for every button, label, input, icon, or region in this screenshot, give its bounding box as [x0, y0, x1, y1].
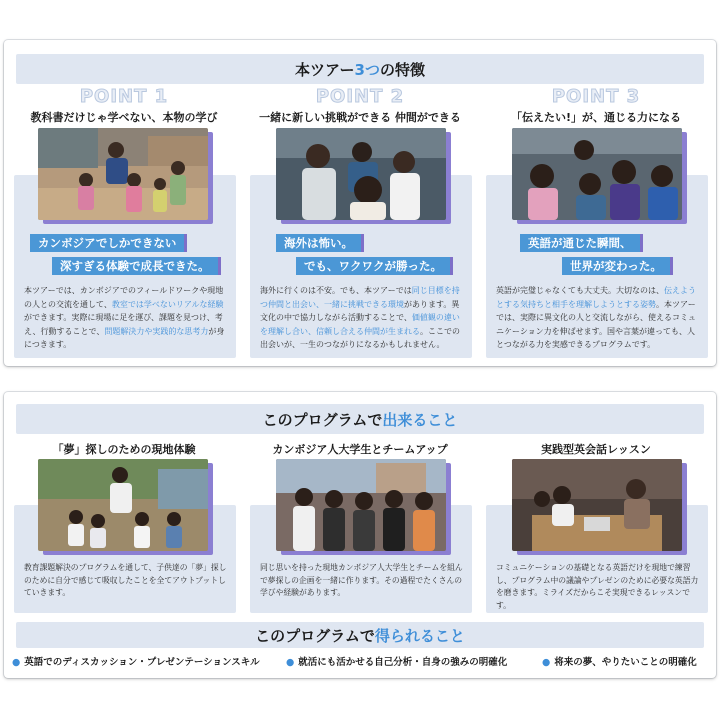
- point-1-label: POINT 1: [79, 86, 169, 107]
- point-1-description: [24, 284, 230, 352]
- point-3-title: 「伝えたい!」が、通じる力になる: [510, 111, 681, 124]
- features-heading-accent: 3つ: [354, 60, 380, 79]
- point-1-desc-part: が身につきます。: [24, 326, 225, 349]
- gain-heading: [16, 622, 704, 648]
- program-item-2-description: 同じ思いを持った現地カンボジア人大学生とチームを組んで夢探しの企画を一緒に作ります。その過程でたくさんの学びや経験があります。: [260, 563, 463, 597]
- point-2-chip-1: 海外は怖い。: [276, 234, 364, 252]
- point-1-desc-highlight: 問題解決力や実践的な思考力: [104, 326, 209, 336]
- benefit-item: [542, 654, 697, 668]
- features-heading: [16, 54, 704, 84]
- program-item-3-title: 実践型英会話レッスン: [541, 443, 651, 456]
- gain-heading-accent: 得られること: [374, 626, 465, 645]
- point-2-desc-part: があります。異文化の中で協力しながら活動することで、: [260, 299, 460, 322]
- point-3-label: POINT 3: [551, 86, 641, 107]
- gain-heading-text: このプログラムで: [255, 626, 375, 645]
- program-item-1-title: 「夢」探しのための現地体験: [52, 443, 196, 456]
- benefit-item: [286, 654, 507, 668]
- point-3-desc-part: 。本ツアーでは、実際に異文化の人と交流しながら、使えるコミュニケーション力を伸ばせます。国や言葉が違っても、人とつながる力を実感できるプログラムです。: [496, 299, 696, 349]
- point-2-photo: [276, 128, 446, 220]
- bullet-icon: ●: [286, 657, 295, 668]
- program-item-2-photo: [276, 459, 446, 551]
- program-item-2-title: カンボジア人大学生とチームアップ: [272, 443, 448, 456]
- benefit-text: 就活にも活かせる自己分析・自身の強みの明確化: [298, 657, 508, 668]
- point-3-photo: [512, 128, 682, 220]
- point-2-desc-highlight: 価値観の違いを理解し合い、信頼し合える仲間が生まれる: [260, 313, 460, 336]
- point-3-description: [496, 284, 702, 352]
- point-1-desc-part: 本ツアーでは、カンボジアでのフィールドワークや現地の人との交流を通して、: [24, 286, 224, 309]
- program-item-3-photo: [512, 459, 682, 551]
- point-3-desc-part: 英語が完璧じゃなくても大丈夫。大切なのは、: [496, 286, 664, 295]
- point-1-chip-2: 深すぎる体験で成長できた。: [52, 257, 221, 275]
- point-2-desc-part: 。ここでの出会いが、一生のつながりになるかもしれません。: [260, 326, 460, 349]
- point-2-description: [260, 284, 466, 352]
- bullet-icon: ●: [12, 657, 21, 668]
- program-item-1-photo: [38, 459, 208, 551]
- point-1-chip-1: カンボジアでしかできない: [30, 234, 187, 252]
- point-1-desc-highlight: 教室では学べないリアルな経験: [111, 299, 224, 309]
- point-1-photo: [38, 128, 208, 220]
- point-1-title: 教科書だけじゃ学べない、本物の学び: [30, 111, 218, 124]
- point-2-desc-highlight: 同じ目標を持つ仲間と出会い、一緒に挑戦できる環境: [260, 286, 460, 309]
- point-3-desc-highlight: 伝えようとする気持ちと相手を理解しようとする姿勢: [496, 286, 696, 309]
- program-heading: [16, 404, 704, 434]
- program-heading-accent: 出来ること: [382, 410, 458, 429]
- point-2-chip-2: でも、ワクワクが勝った。: [296, 257, 453, 275]
- benefit-text: 英語でのディスカッション・プレゼンテーションスキル: [24, 657, 260, 668]
- program-heading-text: このプログラムで: [262, 410, 383, 429]
- benefit-item: [12, 654, 260, 668]
- features-heading-text: 本ツアー: [294, 60, 355, 79]
- point-2-label: POINT 2: [315, 86, 405, 107]
- features-heading-suffix: の特徴: [379, 60, 425, 79]
- program-item-1-description: 教育課題解決のプログラムを通して、子供達の「夢」探しのために自分で感じて吸収したことを全てアウトプットしていきます。: [24, 563, 227, 597]
- point-3-chip-2: 世界が変わった。: [562, 257, 673, 275]
- point-1-desc-part: ができます。実際に現場に足を運び、課題を見つけ、考え、行動することで、: [24, 313, 223, 336]
- point-3-chip-1: 英語が通じた瞬間、: [520, 234, 643, 252]
- point-2-desc-part: 海外に行くのは不安。でも、本ツアーでは: [260, 286, 412, 295]
- point-2-title: 一緒に新しい挑戦ができる 仲間ができる: [259, 111, 461, 124]
- program-item-3-description: コミュニケーションの基礎となる英語だけを現地で練習し、プログラム中の議論やプレゼンのために必要な英語力を磨きます。ミライズだからこそ実現できるレッスンです。: [496, 563, 699, 610]
- benefit-text: 将来の夢、やりたいことの明確化: [554, 657, 697, 668]
- bullet-icon: ●: [542, 657, 551, 668]
